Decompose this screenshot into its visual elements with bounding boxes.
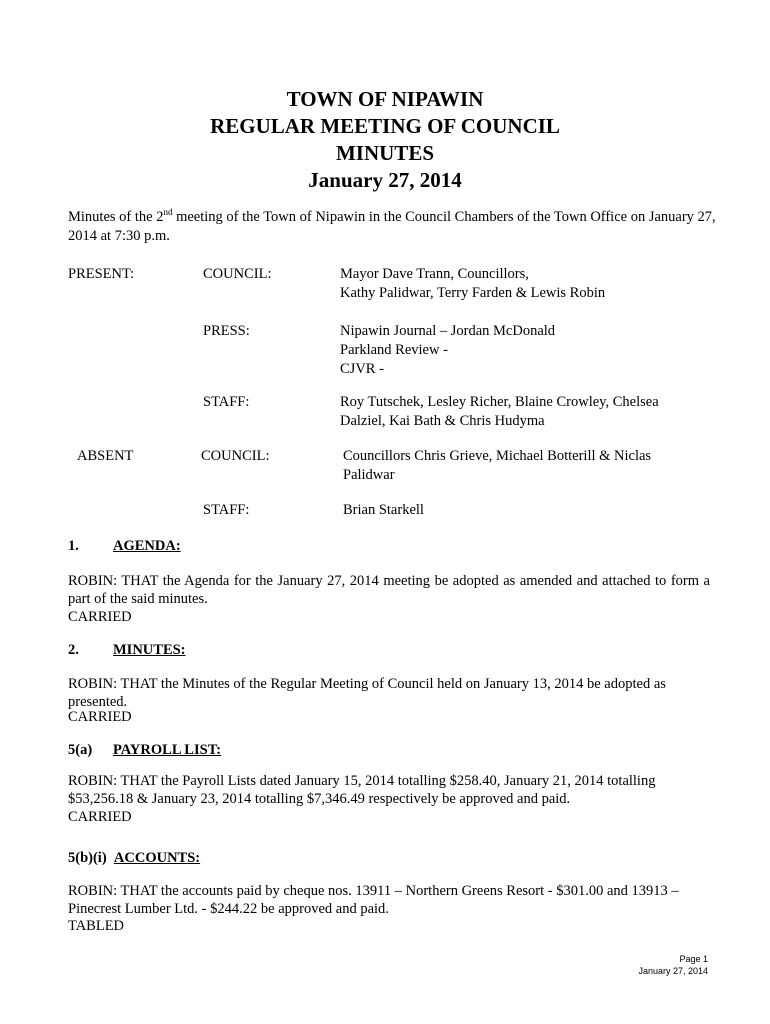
- absent-staff-label: STAFF:: [203, 502, 250, 518]
- accounts-heading-line: [68, 849, 200, 868]
- absent-council-label: COUNCIL:: [201, 448, 270, 464]
- minutes-motion: ROBIN: THAT the Minutes of the Regular Meeting of Council held on January 13, 2014 be adopted as presented.: [68, 676, 666, 710]
- page-number: Page 1: [679, 954, 708, 964]
- press-line1: Nipawin Journal – Jordan McDonald: [340, 323, 556, 339]
- accounts-motion: ROBIN: THAT the accounts paid by cheque nos. 13911 – Northern Greens Resort - $301.00 and 13913 – Pinecrest Lumber Ltd. - $244.22 be approved and paid.: [68, 883, 679, 917]
- minutes-number: 2.: [68, 642, 79, 658]
- intro-ordinal: nd: [163, 207, 173, 218]
- accounts-status: TABLED: [68, 918, 125, 934]
- minutes-status: CARRIED: [68, 709, 132, 725]
- footer-date: January 27, 2014: [638, 966, 708, 976]
- document-title: [0, 86, 770, 194]
- staff-line2: Dalziel, Kai Bath & Chris Hudyma: [340, 413, 545, 429]
- absent-staff-value: Brian Starkell: [343, 502, 424, 518]
- title-town: TOWN OF NIPAWIN: [286, 87, 484, 111]
- press-line3: CJVR -: [340, 361, 384, 377]
- title-date: January 27, 2014: [308, 168, 462, 192]
- intro-paragraph: [68, 208, 718, 246]
- present-label: PRESENT:: [68, 266, 135, 282]
- accounts-heading: ACCOUNTS:: [113, 850, 201, 866]
- agenda-motion: ROBIN: THAT the Agenda for the January 27, 2014 meeting be adopted as amended and attached to form a part of the said minutes.: [68, 573, 710, 607]
- agenda-heading: AGENDA:: [113, 538, 181, 554]
- title-meeting: REGULAR MEETING OF COUNCIL: [210, 114, 560, 138]
- accounts-number: 5(b)(i): [68, 850, 107, 866]
- staff-label: STAFF:: [203, 394, 250, 410]
- agenda-status: CARRIED: [68, 609, 132, 625]
- intro-text-end: meeting of the Town of Nipawin in the Council Chambers of the Town Office on January 27, 2014 at 7:30 p.m.: [68, 209, 716, 244]
- minutes-heading: MINUTES:: [113, 642, 186, 658]
- payroll-heading: PAYROLL LIST:: [113, 742, 222, 758]
- title-minutes: MINUTES: [335, 141, 435, 165]
- present-council-line1: Mayor Dave Trann, Councillors,: [340, 266, 529, 282]
- press-label: PRESS:: [203, 323, 250, 339]
- payroll-status: CARRIED: [68, 809, 132, 825]
- absent-label: ABSENT: [77, 448, 134, 464]
- payroll-motion: ROBIN: THAT the Payroll Lists dated January 15, 2014 totalling $258.40, January 21, 2014 totalling $53,256.18 & January 23, 2014 totalling $7,346.49 respectively be approved and paid.: [68, 773, 656, 807]
- payroll-number: 5(a): [68, 742, 93, 758]
- absent-council-line2: Palidwar: [343, 467, 395, 483]
- present-council-label: COUNCIL:: [203, 266, 272, 282]
- intro-text-start: Minutes of the 2: [68, 209, 164, 225]
- absent-council-line1: Councillors Chris Grieve, Michael Botterill & Niclas: [343, 448, 652, 464]
- staff-line1: Roy Tutschek, Lesley Richer, Blaine Crowley, Chelsea: [340, 394, 659, 410]
- present-council-line2: Kathy Palidwar, Terry Farden & Lewis Robin: [340, 285, 606, 301]
- press-line2: Parkland Review -: [340, 342, 448, 358]
- agenda-number: 1.: [68, 538, 79, 554]
- page-footer: [638, 953, 708, 977]
